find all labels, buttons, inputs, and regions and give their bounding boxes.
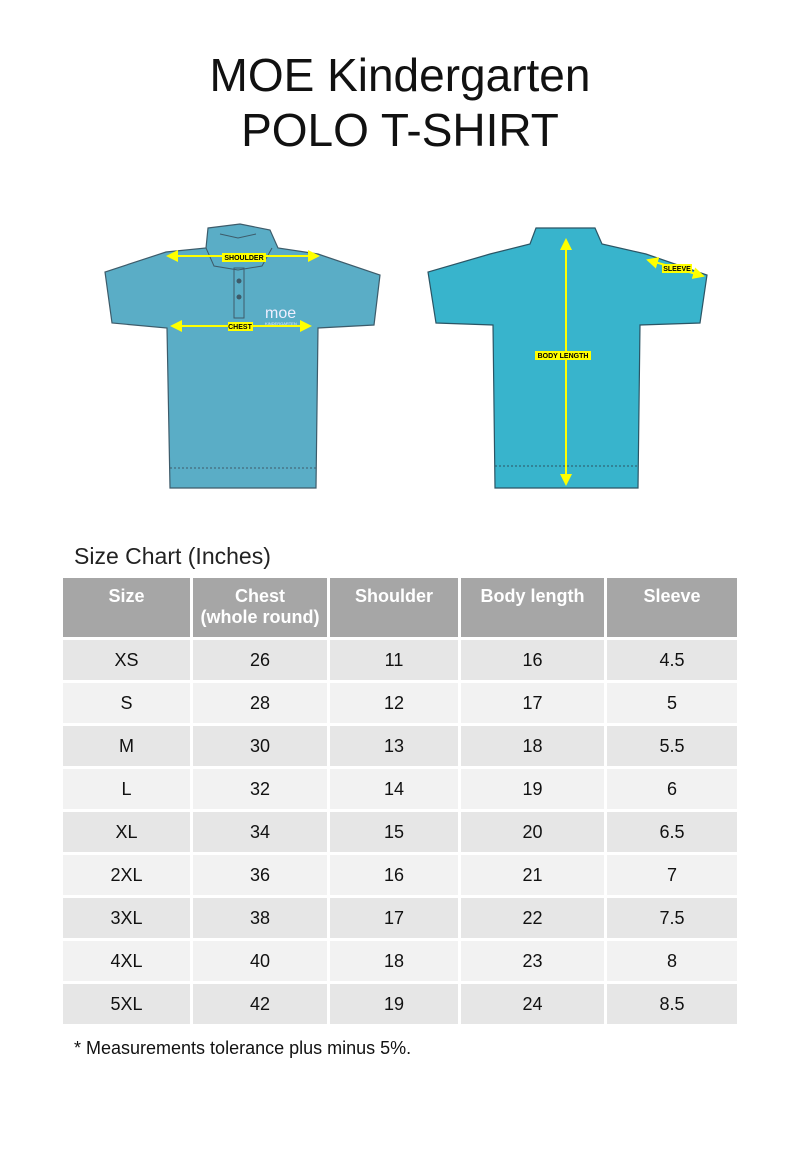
cell-sleeve: 4.5: [607, 640, 737, 680]
cell-sleeve: 5: [607, 683, 737, 723]
cell-body-length: 23: [461, 941, 604, 981]
cell-size: 3XL: [63, 898, 190, 938]
cell-sleeve: 8: [607, 941, 737, 981]
cell-body-length: 21: [461, 855, 604, 895]
table-row: [63, 812, 737, 852]
cell-size: L: [63, 769, 190, 809]
cell-shoulder: 19: [330, 984, 458, 1024]
shoulder-label: SHOULDER: [224, 255, 264, 262]
table-row: [63, 769, 737, 809]
table-row: [63, 640, 737, 680]
front-shirt: [105, 224, 380, 488]
tolerance-note: * Measurements tolerance plus minus 5%.: [74, 1038, 412, 1058]
cell-shoulder: 17: [330, 898, 458, 938]
cell-body-length: 17: [461, 683, 604, 723]
cell-chest: 34: [193, 812, 327, 852]
cell-size: 2XL: [63, 855, 190, 895]
shirt-diagrams: [0, 200, 800, 510]
size-chart-title: Size Chart (Inches): [74, 543, 271, 569]
table-row: [63, 984, 737, 1024]
cell-body-length: 20: [461, 812, 604, 852]
sleeve-label: SLEEVE: [663, 266, 691, 273]
cell-sleeve: 7.5: [607, 898, 737, 938]
cell-body-length: 22: [461, 898, 604, 938]
cell-chest: 40: [193, 941, 327, 981]
table-row: [63, 683, 737, 723]
cell-shoulder: 12: [330, 683, 458, 723]
cell-body-length: 24: [461, 984, 604, 1024]
cell-body-length: 19: [461, 769, 604, 809]
title-line-1: MOE Kindergarten: [209, 49, 591, 101]
title-line-2: POLO T-SHIRT: [241, 104, 559, 156]
body-length-label: BODY LENGTH: [537, 353, 589, 360]
cell-chest: 30: [193, 726, 327, 766]
cell-chest: 38: [193, 898, 327, 938]
cell-size: 5XL: [63, 984, 190, 1024]
cell-body-length: 16: [461, 640, 604, 680]
cell-sleeve: 8.5: [607, 984, 737, 1024]
cell-size: XS: [63, 640, 190, 680]
header-shoulder: Shoulder: [330, 578, 458, 637]
cell-chest: 26: [193, 640, 327, 680]
header-chest-line1: Chest: [234, 586, 285, 606]
cell-shoulder: 16: [330, 855, 458, 895]
cell-size: XL: [63, 812, 190, 852]
header-size: Size: [63, 578, 190, 637]
back-shirt: [428, 228, 707, 488]
cell-size: S: [63, 683, 190, 723]
header-body-length: Body length: [461, 578, 604, 637]
cell-shoulder: 18: [330, 941, 458, 981]
header-chest: [193, 578, 327, 637]
moe-logo-sub: KINDERGARTEN: [265, 321, 297, 326]
cell-body-length: 18: [461, 726, 604, 766]
table-row: [63, 855, 737, 895]
cell-sleeve: 5.5: [607, 726, 737, 766]
cell-chest: 36: [193, 855, 327, 895]
header-chest-line2: (whole round): [200, 607, 320, 627]
cell-chest: 28: [193, 683, 327, 723]
moe-logo: moe: [265, 305, 297, 322]
cell-sleeve: 7: [607, 855, 737, 895]
cell-chest: 32: [193, 769, 327, 809]
cell-size: 4XL: [63, 941, 190, 981]
table-header-row: [63, 578, 737, 637]
size-chart-table: [60, 575, 740, 1027]
table-row: [63, 898, 737, 938]
cell-sleeve: 6.5: [607, 812, 737, 852]
header-sleeve: Sleeve: [607, 578, 737, 637]
cell-shoulder: 15: [330, 812, 458, 852]
cell-sleeve: 6: [607, 769, 737, 809]
cell-size: M: [63, 726, 190, 766]
cell-shoulder: 14: [330, 769, 458, 809]
cell-chest: 42: [193, 984, 327, 1024]
table-row: [63, 941, 737, 981]
chest-label: CHEST: [228, 324, 252, 331]
cell-shoulder: 11: [330, 640, 458, 680]
table-row: [63, 726, 737, 766]
cell-shoulder: 13: [330, 726, 458, 766]
